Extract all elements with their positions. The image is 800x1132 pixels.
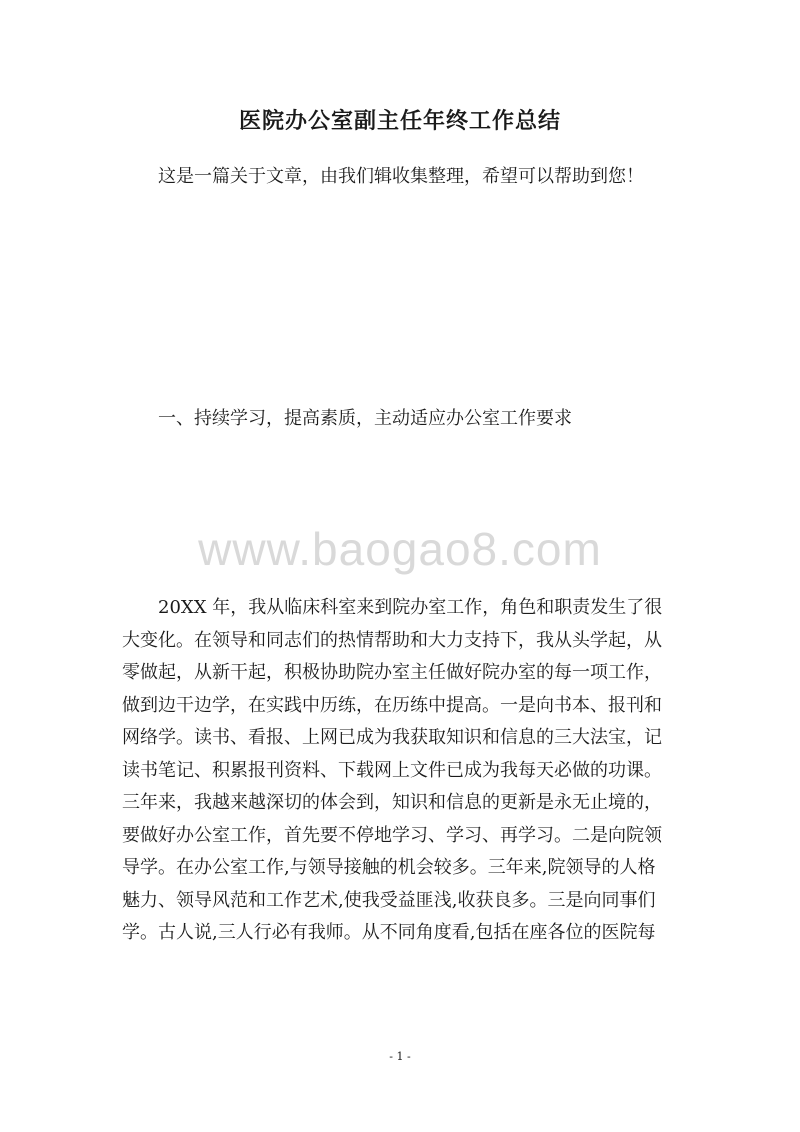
body-line: 20XX 年，我从临床科室来到院办室工作，角色和职责发生了很 bbox=[122, 597, 663, 618]
body-line: 魅力、领导风范和工作艺术,使我受益匪浅,收获良多。三是向同事们 bbox=[122, 889, 656, 911]
watermark-text: www.baogao8.com bbox=[198, 523, 602, 575]
document-title: 医院办公室副主任年终工作总结 bbox=[238, 108, 561, 134]
body-line: 大变化。在领导和同志们的热情帮助和大力支持下，我从头学起，从 bbox=[122, 629, 662, 651]
intro-paragraph: 这是一篇关于文章，由我们辑收集整理，希望可以帮助到您！ bbox=[158, 166, 644, 187]
body-line: 要做好办公室工作，首先要不停地学习、学习、再学习。二是向院领 bbox=[122, 824, 662, 846]
body-paragraph bbox=[122, 592, 682, 950]
section-heading: 一、持续学习，提高素质，主动适应办公室工作要求 bbox=[158, 408, 572, 429]
body-line: 学。古人说,三人行必有我师。从不同角度看,包括在座各位的医院每 bbox=[122, 922, 656, 943]
body-line: 三年来，我越来越深切的体会到，知识和信息的更新是永无止境的， bbox=[122, 792, 662, 813]
body-line: 读书笔记、积累报刊资料、下载网上文件已成为我每天必做的功课。 bbox=[122, 759, 662, 781]
body-line: 网络学。读书、看报、上网已成为我获取知识和信息的三大法宝，记 bbox=[122, 727, 662, 748]
body-line: 零做起，从新干起，积极协助院办室主任做好院办室的每一项工作， bbox=[122, 662, 662, 683]
body-line: 导学。在办公室工作,与领导接触的机会较多。三年来,院领导的人格 bbox=[122, 857, 656, 878]
page-number: - 1 - bbox=[389, 1050, 411, 1063]
body-line: 做到边干边学，在实践中历练，在历练中提高。一是向书本、报刊和 bbox=[122, 694, 662, 716]
